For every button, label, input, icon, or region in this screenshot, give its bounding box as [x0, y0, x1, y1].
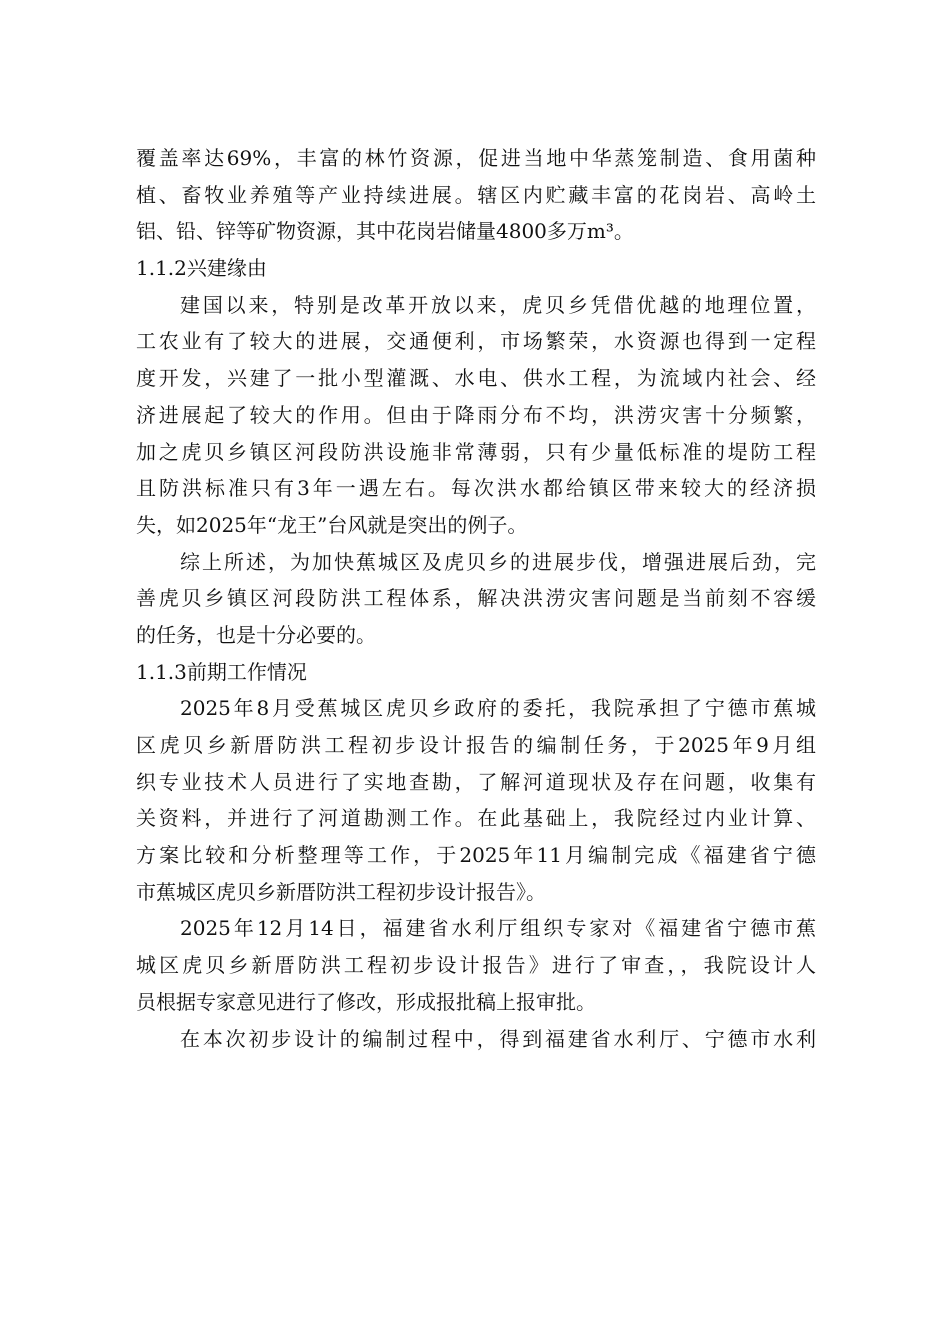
text-line: 植、畜牧业养殖等产业持续进展。辖区内贮藏丰富的花岗岩、高岭土 [136, 182, 816, 207]
section-heading-1-1-3: 1.1.3前期工作情况 [136, 659, 307, 684]
text-line: 覆盖率达69%，丰富的林竹资源，促进当地中华蒸笼制造、食用菌种 [136, 146, 816, 170]
section-heading-1-1-2: 1.1.2兴建缘由 [136, 256, 267, 281]
text-line: 度开发，兴建了一批小型灌溉、水电、供水工程，为流域内社会、经 [136, 366, 816, 391]
text-line: 方案比较和分析整理等工作，于2025年11月编制完成《福建省宁德 [136, 843, 816, 868]
text-line: 善虎贝乡镇区河段防洪工程体系，解决洪涝灾害问题是当前刻不容缓 [136, 586, 816, 611]
text-line: 员根据专家意见进行了修改，形成报批稿上报审批。 [136, 989, 596, 1014]
text-line: 2025年8月受蕉城区虎贝乡政府的委托，我院承担了宁德市蕉城 [180, 696, 816, 721]
text-line: 关资料，并进行了河道勘测工作。在此基础上，我院经过内业计算、 [136, 806, 816, 831]
text-line: 且防洪标准只有3年一遇左右。每次洪水都给镇区带来较大的经济损 [136, 476, 816, 501]
text-line: 济进展起了较大的作用。但由于降雨分布不均，洪涝灾害十分频繁， [136, 402, 816, 427]
text-line: 在本次初步设计的编制过程中，得到福建省水利厅、宁德市水利 [180, 1026, 816, 1051]
text-line: 城区虎贝乡新厝防洪工程初步设计报告》进行了审查，，我院设计人 [136, 953, 816, 978]
text-line: 铝、铅、锌等矿物资源，其中花岗岩储量4800多万m³。 [136, 219, 634, 244]
text-line: 区虎贝乡新厝防洪工程初步设计报告的编制任务，于2025年9月组 [136, 733, 816, 757]
text-line: 的任务，也是十分必要的。 [136, 622, 376, 647]
text-line: 工农业有了较大的进展，交通便利，市场繁荣，水资源也得到一定程 [136, 329, 816, 354]
text-line: 失，如2025年“龙王”台风就是突出的例子。 [136, 512, 528, 537]
text-line: 建国以来，特别是改革开放以来，虎贝乡凭借优越的地理位置， [180, 292, 816, 317]
text-line: 综上所述，为加快蕉城区及虎贝乡的进展步伐，增强进展后劲，完 [180, 549, 816, 574]
text-line: 加之虎贝乡镇区河段防洪设施非常薄弱，只有少量低标准的堤防工程 [136, 439, 816, 464]
text-line: 市蕉城区虎贝乡新厝防洪工程初步设计报告》。 [136, 879, 546, 904]
text-line: 织专业技术人员进行了实地查勘，了解河道现状及存在问题，收集有 [136, 769, 816, 794]
document-body [136, 140, 816, 1057]
text-line: 2025年12月14日，福建省水利厅组织专家对《福建省宁德市蕉 [180, 916, 816, 941]
